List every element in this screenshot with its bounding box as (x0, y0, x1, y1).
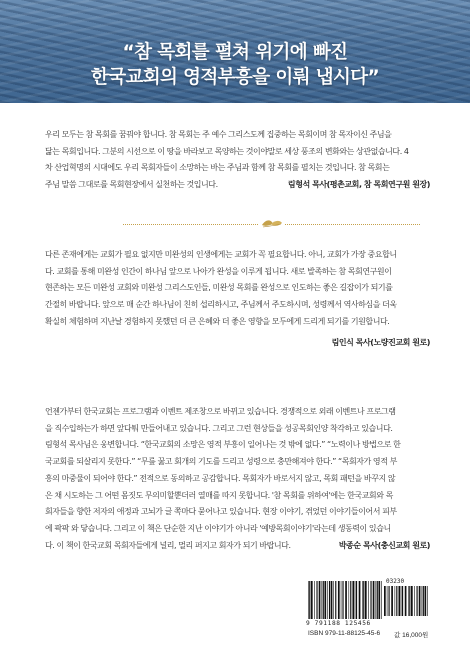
text-line: 흥의 마중물이 되어야 한다.” 전적으로 동의하고 공감합니다. 목회자가 바로서지 않고, 목회 패턴을 바꾸지 않 (45, 473, 396, 483)
endorser-signature: 박종순 목사(충신교회 원로) (338, 540, 430, 550)
barcode-bar (401, 586, 402, 616)
isbn-number: ISBN 979-11-88125-45-6 (308, 630, 381, 637)
barcode-bar (425, 586, 427, 616)
last-line-row (45, 177, 430, 194)
barcode-bar (389, 586, 390, 616)
banner-quote-line-1: “참 목회를 펼쳐 위기에 빠진 (122, 42, 348, 63)
barcode-bar (314, 581, 315, 619)
barcode-bar (373, 581, 375, 619)
text-line: 다. 이 책이 한국교회 목회자들에게 널리, 멀리 퍼지고 회자가 되기 바랍니다. (45, 540, 291, 550)
barcode-bar (417, 586, 418, 616)
barcode-bar (408, 586, 409, 616)
barcode-bar (333, 581, 334, 619)
barcode-bar (355, 581, 356, 619)
barcode-bar (365, 581, 367, 619)
barcode-bar (419, 586, 421, 616)
barcode-bar (381, 581, 382, 619)
main-barcode-icon (308, 581, 382, 619)
barcode-bar (329, 581, 330, 619)
barcode-bar (311, 581, 313, 619)
text-line: 에 팍팍 와 닿습니다. 그리고 이 책은 단순한 지난 이야기가 아니라 '예방목회이야기'라는데 생동력이 있습니 (45, 523, 391, 533)
barcode-bar (359, 581, 361, 619)
endorser-signature: 림형석 목사(평촌교회, 참 목회연구원 원장) (287, 180, 430, 190)
addon-digits: 03230 (386, 578, 405, 585)
barcode-bar (331, 581, 333, 619)
text-line: 현존하는 모든 미완성 교회와 미완성 그리스도인들, 미완성 목회를 완성으로 인도하는 좋은 길잡이가 되기를 (45, 283, 393, 293)
text-line: 언젠가부터 한국교회는 프로그램과 이벤트 제조창으로 바뀌고 있습니다. 경쟁적으로 외래 이벤트나 프로그램 (45, 407, 396, 416)
barcode-bar (395, 586, 396, 616)
barcode-bar (345, 581, 347, 619)
endorsement-1-text (45, 127, 430, 194)
barcode-bar (316, 581, 317, 619)
divider-line-right (285, 224, 420, 225)
text-line: 다. 교회를 통해 미완성 인간이 하나님 앞으로 나아가 완성을 이루게 됩니다. 새로 발족하는 참 목회연구원이 (45, 266, 392, 276)
divider-line-left (123, 224, 258, 225)
endorsement-3-text (45, 404, 430, 554)
endorser-signature: 림인식 목사(노량진교회 원로) (331, 337, 430, 347)
barcode-bar (402, 586, 403, 616)
text-line: 간절히 바랍니다. 앞으로 매 순간 하나님이 친히 섭리하시고, 주님께서 주도하시며, 성령께서 역사하심을 더욱 (45, 300, 397, 310)
barcode-bar (342, 581, 343, 619)
sea-banner (0, 0, 470, 103)
ornament-divider (45, 218, 430, 230)
barcode-bar (376, 581, 377, 619)
text-line: 을 직수입하는가 하면 앞다퉈 만들어내고 있습니다. 그리고 그런 현상들을 성공목회인양 착각하고 있습니다. (45, 423, 393, 433)
barcode-bar (324, 581, 326, 619)
barcode-bar (422, 586, 423, 616)
barcode-digits: 9 791188 125456 (306, 620, 371, 627)
barcode-bar (405, 586, 407, 616)
barcode-bar (356, 581, 357, 619)
leaf-ornament-icon (260, 218, 284, 230)
barcode-bar (352, 581, 354, 619)
barcode-bar (399, 586, 401, 616)
barcode-bar (409, 586, 410, 616)
text-line: 우리 모두는 참 목회를 꿈꿔야 합니다. 참 목회는 주 예수 그리스도께 집중하는 목회이며 참 목자이신 주님을 (45, 130, 392, 139)
last-line-row (45, 538, 430, 555)
barcode-bar (391, 586, 393, 616)
text-line: 다른 존재에게는 교회가 필요 없지만 미완성의 인생에게는 교회가 꼭 필요합니다. 아니, 교회가 가장 중요합니 (45, 250, 397, 259)
barcode-bar (349, 581, 350, 619)
barcode-bar (411, 586, 413, 616)
endorsement-3 (45, 404, 430, 554)
price-label: 값 16,000원 (394, 632, 429, 639)
barcode-bar (396, 586, 397, 616)
barcode-bar (327, 581, 328, 619)
barcode-bar (378, 581, 380, 619)
barcode-bar (323, 581, 324, 619)
barcode-bar (363, 581, 364, 619)
barcode-bar (414, 586, 415, 616)
banner-quote-line-2: 한국교회의 영적부흥을 이뤄 냅시다” (90, 67, 380, 88)
barcode-bar (423, 586, 424, 616)
endorsement-2-text (45, 247, 430, 331)
endorsement-2 (45, 247, 430, 348)
barcode-bar (319, 581, 321, 619)
barcode-bar (309, 581, 310, 619)
barcode-bar (338, 581, 340, 619)
barcode-bar (308, 581, 309, 619)
barcode-bar (341, 581, 342, 619)
barcode-bar (384, 586, 386, 616)
text-line: 은 채 시도하는 그 어떤 몸짓도 무의미할뿐더러 열매를 따지 못합니다. '참 목회를 위하여'에는 한국교회와 목 (45, 490, 393, 500)
barcode-bar (322, 581, 323, 619)
text-line: 림형석 목사님은 웅변합니다. “한국교회의 소망은 영적 부흥이 일어나는 것 밖에 없다.” “노력이나 방법으로 한 (45, 440, 401, 450)
isbn-barcode (306, 578, 429, 644)
text-line: 주님 말씀 그대로를 목회현장에서 실천하는 것입니다. (45, 180, 218, 190)
text-line: 회자들을 향한 저자의 애정과 고뇌가 글 쪽마다 묻어나고 있습니다. 현장 이야기, 겪었던 이야기들이어서 피부 (45, 507, 397, 517)
text-line: 국교회를 되살리지 못한다.” “무릎 꿇고 회개의 기도를 드리고 성령으로 충만해져야 한다.” “목회자가 영적 부 (45, 457, 397, 467)
barcode-bar (362, 581, 363, 619)
text-line: 확실히 체험하며 지난날 경험하지 못했던 더 큰 은혜와 더 좋은 영향을 모두에게 드리게 되기를 기원합니다. (45, 316, 390, 326)
barcode-bar (387, 586, 388, 616)
addon-barcode-icon (384, 586, 429, 616)
barcode-bar (370, 581, 371, 619)
endorsement-1 (45, 127, 430, 194)
barcode-bar (368, 581, 369, 619)
text-line: 차 산업혁명의 시대에도 우리 목회자들이 소망하는 바는 주님과 함께 참 목회를 펼치는 것입니다. 참 목회는 (45, 163, 390, 173)
barcode-bar (335, 581, 336, 619)
barcode-bar (377, 581, 378, 619)
text-line: 닮는 목회입니다. 그분의 시선으로 이 땅을 바라보고 목양하는 것이야말로 세상 풍조의 변화와는 상관없습니다. 4 (45, 146, 409, 156)
barcode-bar (350, 581, 351, 619)
barcode-bar (427, 586, 428, 616)
